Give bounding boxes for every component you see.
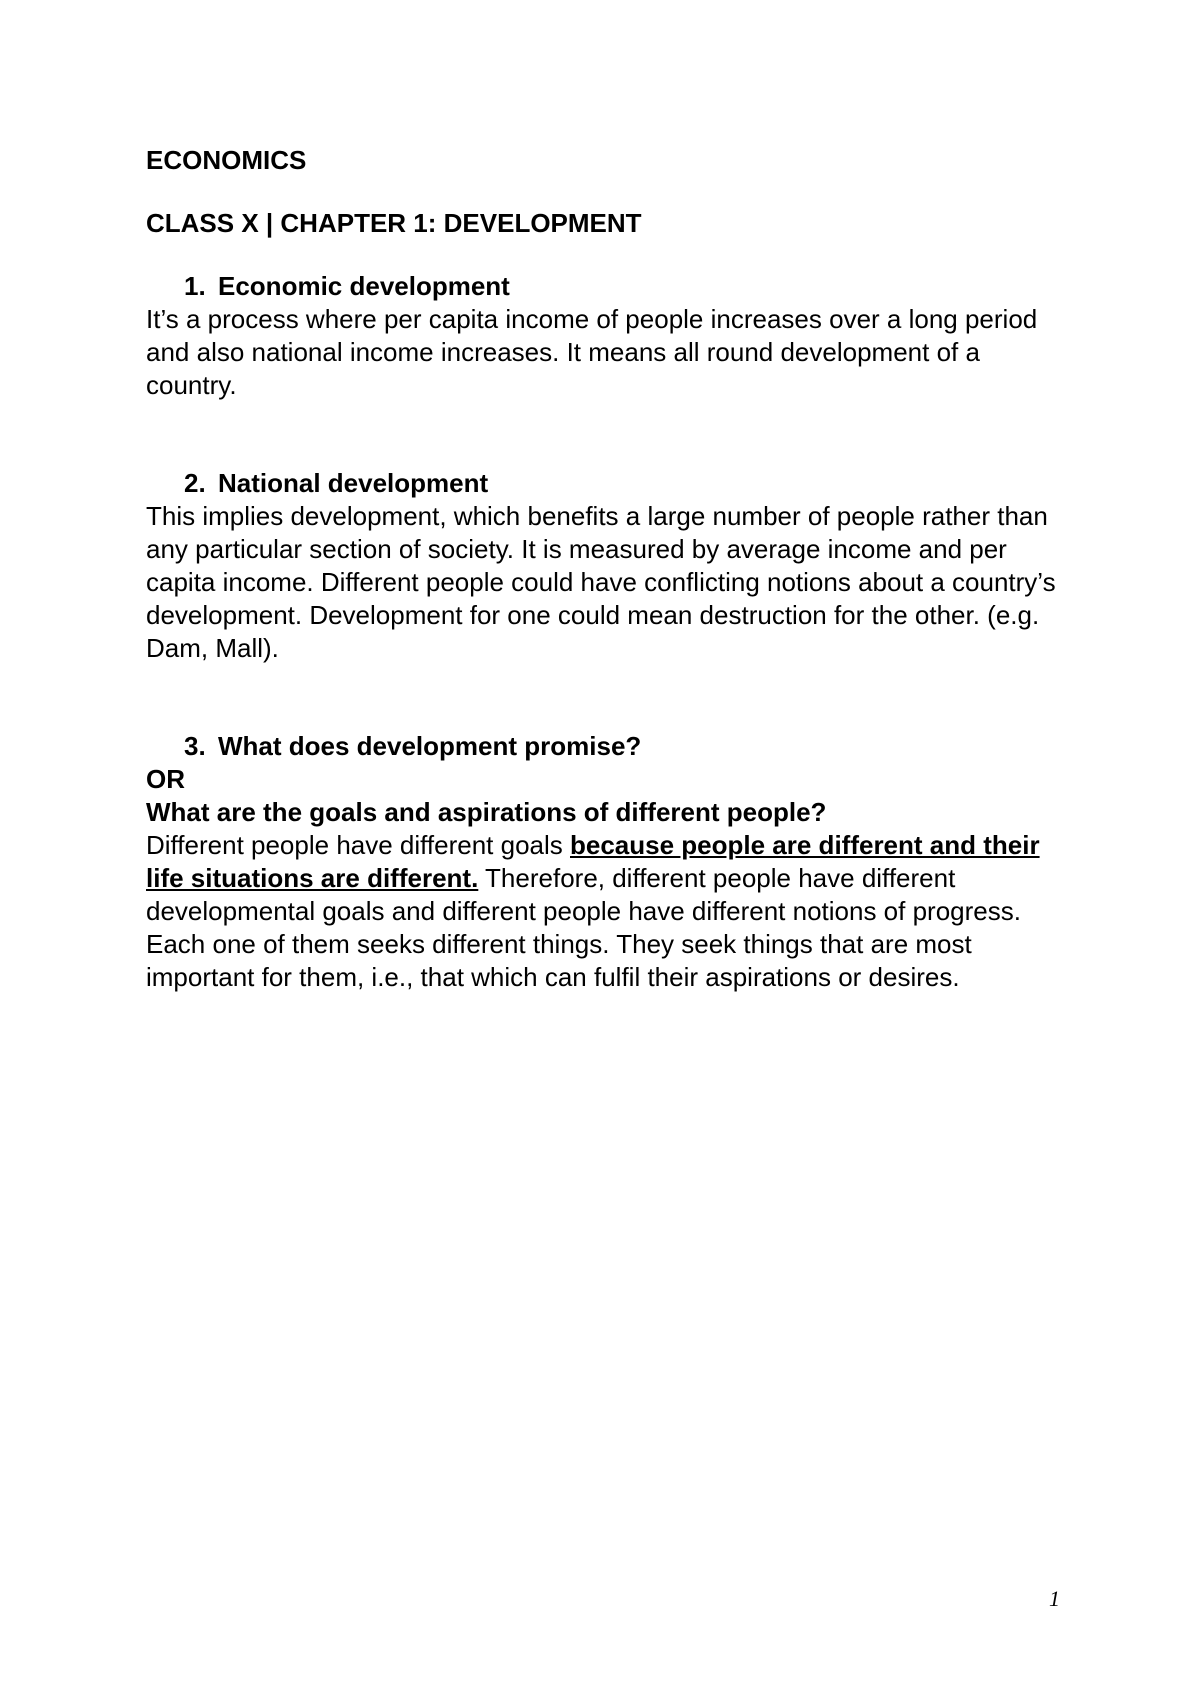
page-number: 1	[1049, 1586, 1060, 1611]
section-development-promise	[146, 730, 1066, 994]
section-number: 2.	[184, 468, 206, 498]
section-heading	[146, 467, 1066, 500]
document-content	[146, 144, 1066, 994]
section-heading	[146, 270, 1066, 303]
chapter-subtitle: CLASS X | CHAPTER 1: DEVELOPMENT	[146, 208, 642, 238]
section-body: This implies development, which benefits a large number of people rather than any particular section of society. It is measured by average income and per capita income. Different people could have conflicting notions about a country’s development. Development for one could mean destruction for the other. (e.g. Dam, Mall).	[146, 501, 1056, 663]
section-heading	[146, 730, 1066, 763]
body-emphasis: because people are different and their life situations are different.	[146, 830, 1040, 893]
section-body	[146, 829, 1066, 994]
spacer	[146, 402, 1066, 467]
document-title: ECONOMICS	[146, 145, 307, 175]
body-start: Different people have different goals	[146, 830, 570, 860]
alt-heading: What are the goals and aspirations of different people?	[146, 797, 827, 827]
section-heading-text: National development	[218, 468, 489, 498]
spacer	[146, 665, 1066, 730]
section-number: 1.	[184, 271, 206, 301]
section-number: 3.	[184, 731, 206, 761]
section-heading-text: What does development promise?	[218, 731, 642, 761]
or-label: OR	[146, 764, 185, 794]
section-national-development	[146, 467, 1066, 665]
section-heading-text: Economic development	[218, 271, 510, 301]
section-body: It’s a process where per capita income of people increases over a long period and also national income increases. It means all round development of a country.	[146, 304, 1038, 400]
body-rest: Therefore, different people have different developmental goals and different people have different notions of progress. Each one of them seeks different things. They seek things that are most important for them, i.e., that which can fulfil their aspirations or desires.	[146, 863, 1021, 992]
section-economic-development	[146, 270, 1066, 402]
